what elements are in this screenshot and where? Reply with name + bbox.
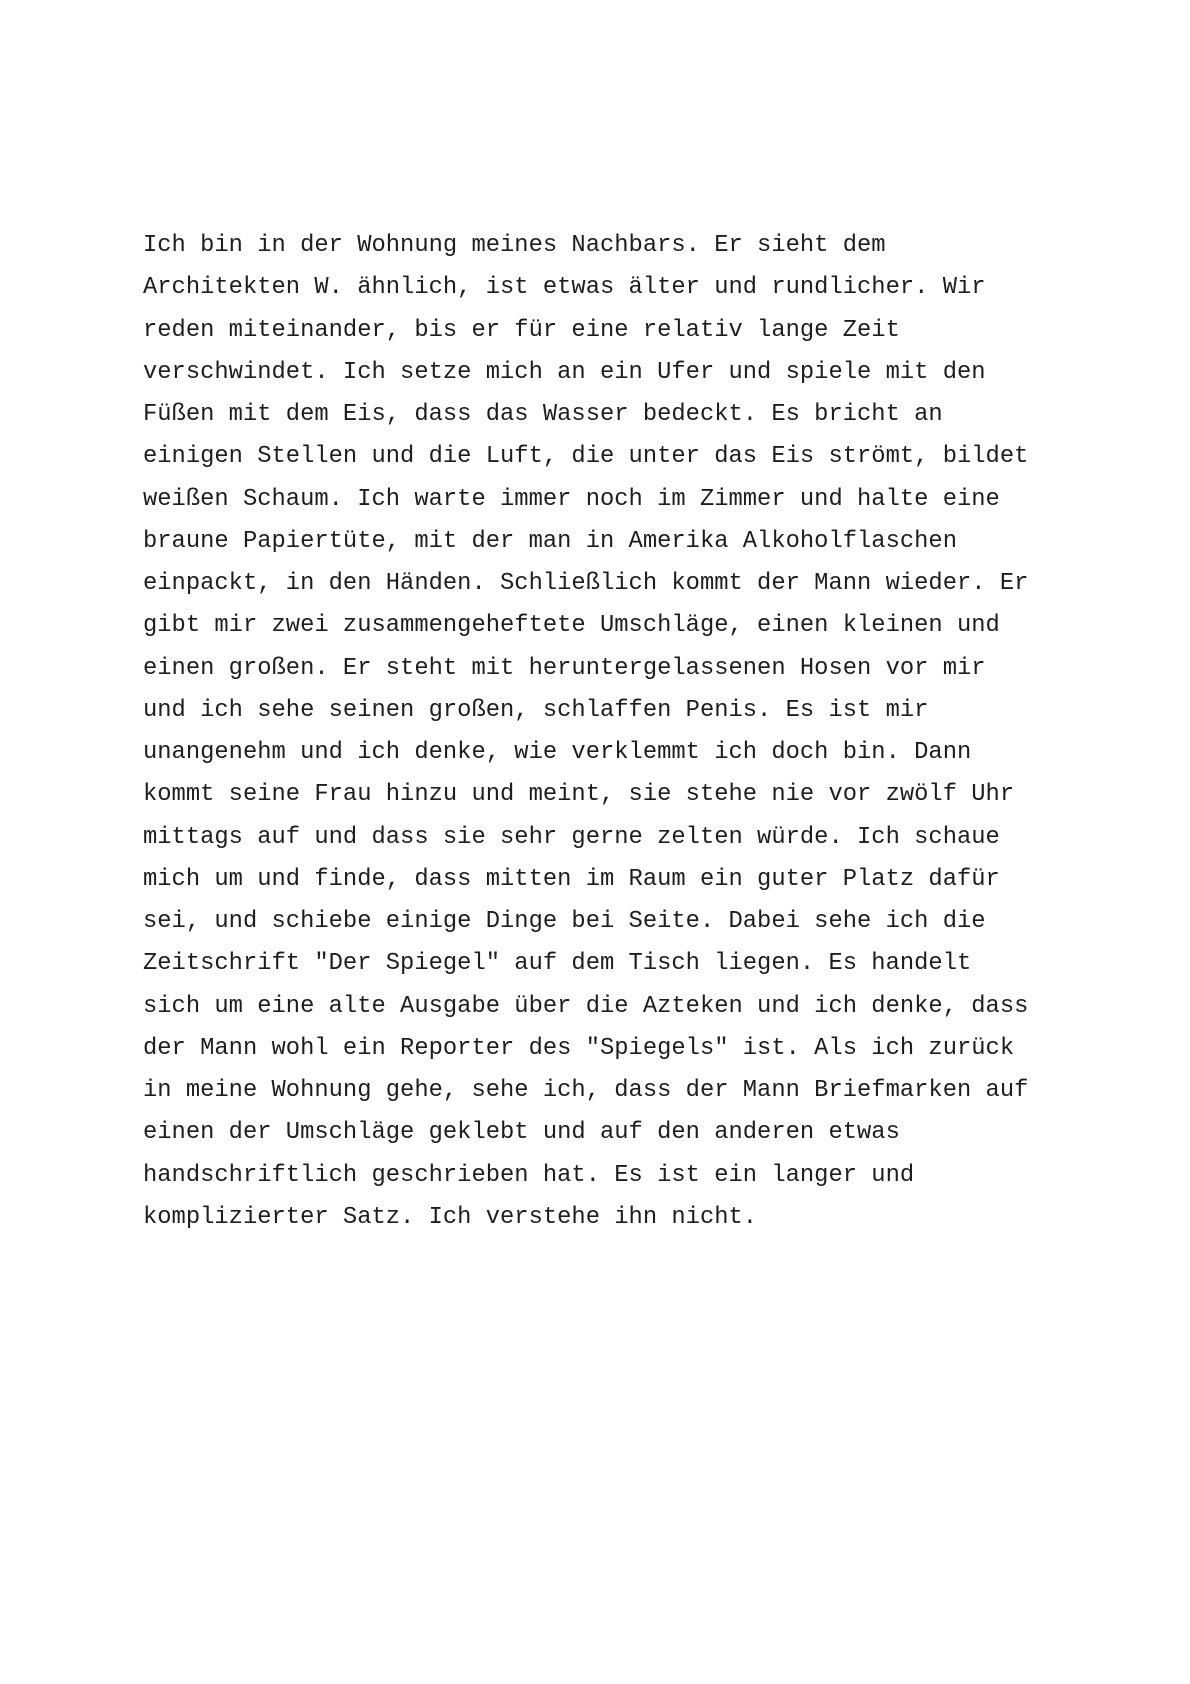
- text-line: einigen Stellen und die Luft, die unter das Eis strömt, bildet: [143, 443, 1029, 471]
- text-line: sich um eine alte Ausgabe über die Azteken und ich denke, dass: [143, 992, 1029, 1020]
- text-line: komplizierter Satz. Ich verstehe ihn nicht.: [143, 1203, 758, 1231]
- text-line: einpackt, in den Händen. Schließlich kommt der Mann wieder. Er: [143, 570, 1029, 597]
- text-line: sei, und schiebe einige Dinge bei Seite. Dabei sehe ich die: [143, 908, 986, 935]
- text-line: Architekten W. ähnlich, ist etwas älter und rundlicher. Wir: [143, 274, 986, 302]
- text-line: und ich sehe seinen großen, schlaffen Penis. Es ist mir: [143, 696, 929, 724]
- text-line: in meine Wohnung gehe, sehe ich, dass der Mann Briefmarken auf: [143, 1077, 1029, 1104]
- body-paragraph: [143, 225, 1103, 1239]
- text-line: Zeitschrift "Der Spiegel" auf dem Tisch liegen. Es handelt: [143, 950, 972, 978]
- text-line: der Mann wohl ein Reporter des "Spiegels" ist. Als ich zurück: [143, 1034, 1015, 1062]
- text-line: mich um und finde, dass mitten im Raum ein guter Platz dafür: [143, 865, 1000, 893]
- text-line: verschwindet. Ich setze mich an ein Ufer und spiele mit den: [143, 358, 986, 386]
- text-line: einen der Umschläge geklebt und auf den anderen etwas: [143, 1119, 900, 1147]
- text-line: weißen Schaum. Ich warte immer noch im Zimmer und halte eine: [143, 485, 1000, 513]
- text-line: unangenehm und ich denke, wie verklemmt ich doch bin. Dann: [143, 739, 972, 766]
- text-line: handschriftlich geschrieben hat. Es ist ein langer und: [143, 1161, 915, 1189]
- text-line: reden miteinander, bis er für eine relativ lange Zeit: [143, 316, 900, 344]
- text-line: braune Papiertüte, mit der man in Amerika Alkoholflaschen: [143, 527, 957, 555]
- text-line: gibt mir zwei zusammengeheftete Umschläge, einen kleinen und: [143, 612, 1000, 640]
- text-line: Füßen mit dem Eis, dass das Wasser bedeckt. Es bricht an: [143, 401, 943, 428]
- text-line: Ich bin in der Wohnung meines Nachbars. Er sieht dem: [143, 232, 886, 259]
- text-line: mittags auf und dass sie sehr gerne zelten würde. Ich schaue: [143, 823, 1000, 851]
- text-line: kommt seine Frau hinzu und meint, sie stehe nie vor zwölf Uhr: [143, 781, 1015, 809]
- text-line: einen großen. Er steht mit heruntergelassenen Hosen vor mir: [143, 654, 986, 682]
